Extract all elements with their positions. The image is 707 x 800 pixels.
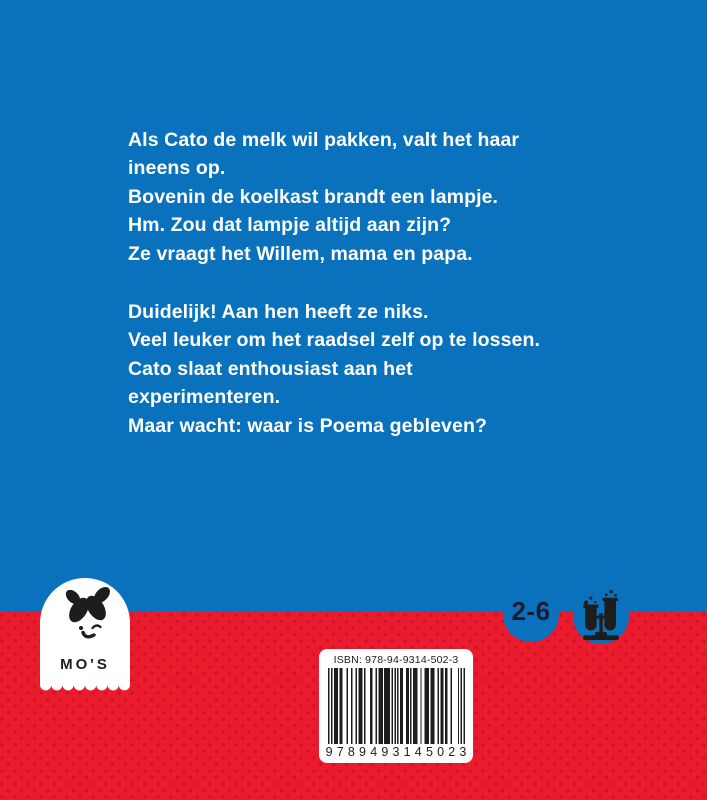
blurb-line: Als Cato de melk wil pakken, valt het haar: [128, 129, 520, 151]
blurb-text: [128, 126, 598, 440]
eye-dot-icon: [79, 626, 83, 630]
publisher-logo-mos: [40, 578, 130, 692]
blurb-line: Veel leuker om het raadsel zelf op te lossen.: [128, 329, 540, 352]
isbn-label: ISBN: 978-94-9314-502-3: [333, 654, 459, 666]
experiment-badge: [573, 588, 629, 644]
mos-ghost-ticket-icon: [40, 578, 130, 692]
blurb-line: Ze vraagt het Willem, mama en papa.: [128, 242, 473, 265]
blurb-line: ineens op.: [128, 157, 226, 180]
test-tubes-icon: [582, 590, 620, 642]
publisher-logo-label: MO'S: [60, 656, 110, 673]
blurb-line: Maar wacht: waar is Poema gebleven?: [128, 414, 487, 437]
blurb-line: Hm. Zou dat lampje altijd aan zijn?: [128, 214, 452, 237]
blurb-paragraph-1: [128, 126, 598, 268]
age-range-label: 2-6: [511, 595, 551, 626]
barcode-panel: [319, 649, 473, 763]
blurb-line: Cato slaat enthousiast aan het: [128, 357, 413, 380]
barcode-digits: 9789493145023: [325, 745, 471, 759]
blurb-line: Duidelijk! Aan hen heeft ze niks.: [128, 301, 429, 324]
barcode-bars: [328, 668, 465, 744]
age-range-badge: [503, 586, 559, 642]
blurb-paragraph-2: [128, 298, 598, 440]
blurb-line: experimenteren.: [128, 386, 281, 409]
blurb-line: Bovenin de koelkast brandt een lampje.: [128, 185, 499, 208]
